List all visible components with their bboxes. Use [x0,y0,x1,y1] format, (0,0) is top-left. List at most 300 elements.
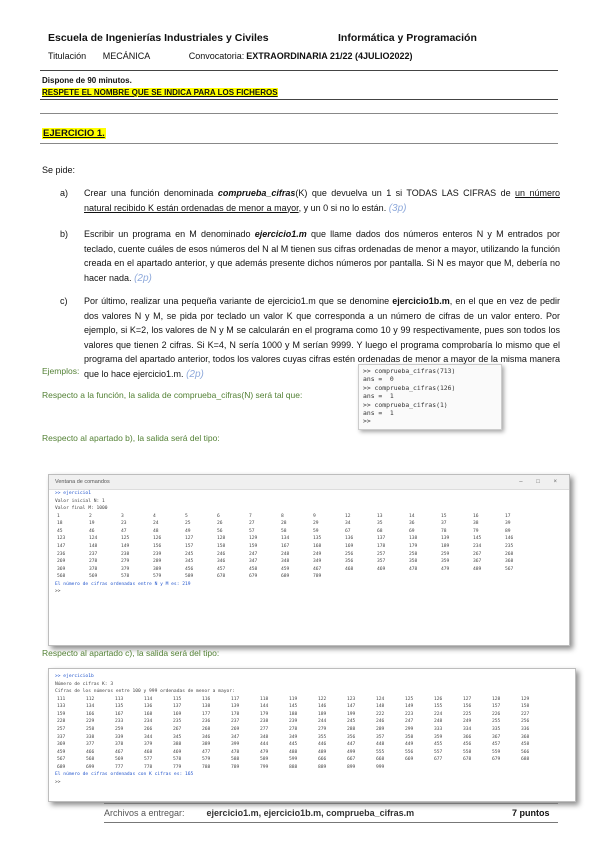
result-cell: 166 [86,711,95,717]
result-cell: 378 [115,742,124,748]
result-cell: 888 [289,764,298,770]
result-cell: 127 [185,536,194,542]
result-cell: 447 [347,742,356,748]
command-window-c [48,668,576,802]
result-cell: 499 [347,749,356,755]
result-cell [492,764,521,772]
result-cell: 37 [441,521,447,527]
info-divider [40,99,558,100]
result-cell: 179 [409,543,418,549]
result-cell: 69 [409,528,415,534]
result-cell: 466 [86,749,95,755]
result-cell: 689 [57,764,66,770]
result-cell: 799 [260,764,269,770]
result-cell: 269 [57,559,66,565]
result-cell: 459 [281,566,290,572]
console-line: >> comprueba_cifras(1) [363,400,448,409]
result-cell: 124 [89,536,98,542]
result-cell: 279 [318,726,327,732]
result-cell: 235 [173,719,182,725]
info-divider-2 [40,113,558,114]
result-cell: 346 [202,734,211,740]
console-summary-c: El número de cifras ordenadas con K cifras es: 165 [55,772,194,778]
item-c-label: c) [60,296,68,306]
result-cell: 123 [57,536,66,542]
result-cell: 578 [173,757,182,763]
function-example-text: Respecto a la función, la salida de comprueba_cifras(N) será tal que: [42,390,303,400]
result-cell: 28 [281,521,287,527]
item-c-text: Por último, realizar una pequeña variante de ejercicio1.m que se denomine ejercicio1b.m, en el que en vez de pedir dos valores N y M, se pida por teclado un valor K que corresponda a un número de cifras de un valor entero. Por ejemplo, si K=2, los valores de N y M se calcularán en el programa como 10 y 99 respectivamente, pues son todos los valores que tienen 2 cifras. Si K=4, N sería 1000 y M serían 9999. Y luego el programa comprobaría lo mismo que el programa del apartado anterior, todos los valores cuyas cifras estén ordenadas de menor a mayor de la misma manera que lo hace ejercicio1.m. (2p) [84,296,560,380]
result-cell: 158 [217,543,226,549]
result-cell: 577 [144,757,153,763]
result-cell: 12 [345,513,351,519]
result-cell: 238 [121,551,130,557]
console-prompt-m: Valor final M: 1000 [55,506,108,512]
result-cell: 266 [144,726,153,732]
result-cell: 389 [202,742,211,748]
result-cell: 229 [86,719,95,725]
result-cell: 19 [89,521,95,527]
console-info-c: Cifras de los números entre 100 y 999 ordenadas de menor a mayor: [55,689,235,695]
result-cell: 139 [441,536,450,542]
result-cell: 234 [473,543,482,549]
result-cell: 59 [313,528,319,534]
item-b-label: b) [60,229,69,239]
result-cell: 136 [144,704,153,710]
result-cell: 668 [376,757,385,763]
result-cell: 138 [202,704,211,710]
result-cell: 337 [57,734,66,740]
result-cell: 246 [217,551,226,557]
result-cell: 245 [185,551,194,557]
result-cell: 889 [318,764,327,770]
result-cell: 779 [173,764,182,770]
result-cell: 239 [153,551,162,557]
deliverables-files: ejercicio1.m, ejercicio1b.m, comprueba_cifras.m [206,808,415,818]
result-cell: 789 [231,764,240,770]
result-cell: 234 [144,719,153,725]
result-cell: 224 [434,711,443,717]
result-cell: 259 [115,726,124,732]
result-cell: 389 [153,566,162,572]
result-cell: 15 [441,513,447,519]
result-cell: 249 [313,551,322,557]
result-cell: 39 [505,521,511,527]
result-cell: 128 [492,696,501,702]
result-cell: 48 [153,528,159,534]
footer-divider-2 [104,822,558,823]
results-grid-b [49,513,569,581]
result-cell: 168 [313,543,322,549]
result-cell: 388 [173,742,182,748]
result-cell: 356 [347,734,356,740]
result-cell: 128 [217,536,226,542]
result-cell: 179 [260,711,269,717]
result-cell: 258 [409,551,418,557]
result-cell: 227 [521,711,530,717]
result-cell: 456 [185,566,194,572]
result-cell: 149 [121,543,130,549]
result-cell [463,764,492,772]
result-cell: 378 [89,566,98,572]
result-cell: 47 [121,528,127,534]
result-cell: 249 [463,719,472,725]
result-cell [405,764,434,772]
result-cell: 356 [345,559,354,565]
result-cell: 589 [260,757,269,763]
result-cell: 247 [249,551,258,557]
result-cell: 559 [492,749,501,755]
result-cell: 349 [313,559,322,565]
result-cell: 226 [492,711,501,717]
subject-name: Informática y Programación [338,32,477,44]
result-cell: 369 [57,742,66,748]
result-cell: 469 [173,749,182,755]
convocatoria-label: Convocatoria: [188,51,245,61]
console-line: >> comprueba_cifras(713) [363,367,456,375]
window-controls[interactable]: – □ × [519,479,563,485]
result-cell: 148 [89,543,98,549]
result-cell: 348 [281,559,290,565]
result-cell: 568 [86,757,95,763]
item-a-label: a) [60,188,69,198]
examples-title: Ejemplos: [42,366,80,376]
convocatoria-value: EXTRAORDINARIA 21/22 (4JULIO2022) [246,51,413,61]
result-cell: 678 [463,757,472,763]
result-cell: 9 [313,513,316,519]
result-cell: 18 [57,521,63,527]
titulacion-value: MECÁNICA [102,51,151,61]
result-cell: 238 [260,719,269,725]
result-cell: 35 [377,521,383,527]
result-cell [434,764,463,772]
result-cell: 699 [86,764,95,770]
result-cell: 58 [281,528,287,534]
window-title: Ventana de comandos [55,479,110,485]
result-cell: 588 [231,757,240,763]
console-command-c: >> ejercicio1b [55,674,94,679]
variant-name: ejercicio1b.m [392,296,450,306]
result-cell: 347 [249,559,258,565]
result-cell: 278 [289,726,298,732]
result-cell: 146 [505,536,514,542]
result-cell: 79 [473,528,479,534]
result-cell: 133 [57,704,66,710]
result-cell: 189 [441,543,450,549]
result-cell: 468 [144,749,153,755]
result-cell: 459 [57,749,66,755]
result-cell: 448 [376,742,385,748]
filename-warning: RESPETE EL NOMBRE QUE SE INDICA PARA LOS FICHEROS [42,88,278,97]
result-cell: 167 [281,543,290,549]
result-cell: 567 [505,566,514,572]
result-cell: 223 [405,711,414,717]
result-cell: 359 [434,734,443,740]
result-cell: 147 [347,704,356,710]
result-cell: 178 [377,543,386,549]
result-cell: 237 [89,551,98,557]
result-cell: 689 [281,574,290,580]
item-a [60,186,560,216]
result-cell: 348 [260,734,269,740]
result-cell: 667 [347,757,356,763]
result-cell: 569 [115,757,124,763]
points-b: (2p) [134,272,152,284]
b-example-text: Respecto al apartado b), la salida será del tipo: [42,433,220,443]
result-cell: 455 [434,742,443,748]
result-cell: 134 [86,704,95,710]
warning-info [42,88,278,97]
result-cell: 288 [347,726,356,732]
result-cell: 489 [473,566,482,572]
result-cell: 679 [249,574,258,580]
result-cell: 569 [89,574,98,580]
result-cell: 125 [405,696,414,702]
result-cell: 446 [318,742,327,748]
result-cell: 138 [409,536,418,542]
result-cell: 279 [121,559,130,565]
time-info: Dispone de 90 minutos. [42,76,132,85]
result-cell: 677 [434,757,443,763]
underlined-requirement: un número natural recibido K están ordenadas de menor a mayor [84,188,560,213]
result-cell: 169 [173,711,182,717]
result-cell: 167 [115,711,124,717]
result-cell: 244 [318,719,327,725]
result-cell: 558 [463,749,472,755]
result-cell: 578 [121,574,130,580]
result-cell: 137 [377,536,386,542]
console-line: ans = 1 [363,392,394,401]
result-cell: 256 [345,551,354,557]
result-cell: 255 [492,719,501,725]
result-cell: 347 [231,734,240,740]
result-cell: 117 [231,696,240,702]
result-cell: 233 [115,719,124,725]
result-cell: 357 [376,734,385,740]
result-cell: 456 [463,742,472,748]
result-cell: 235 [505,543,514,549]
result-cell: 177 [202,711,211,717]
item-b-text: Escribir un programa en M denominado ejercicio1.m que llame dados dos números enteros N y M entrados por teclado, cuente cuáles de esos números del N al M tienen sus cifras ordenadas de menor a mayor, utilizando la función creada en el apartado anterior, y que además presente dichos números por pantalla. Si N es mayor que M, debería no hacer nada. (2p) [84,229,560,284]
result-cell: 34 [345,521,351,527]
result-cell: 267 [173,726,182,732]
result-cell: 56 [217,528,223,534]
result-cell: 338 [86,734,95,740]
result-cell: 359 [441,559,450,565]
result-cell: 568 [57,574,66,580]
command-window-b [48,474,570,646]
console-prompt-end-c: >> [55,779,61,785]
exercise-divider [40,143,558,144]
console-line: >> comprueba_cifras(126) [363,383,456,392]
result-cell: 157 [185,543,194,549]
result-cell: 228 [57,719,66,725]
school-name: Escuela de Ingenierías Industriales y Civiles [48,32,269,44]
result-cell: 49 [185,528,191,534]
result-cell: 589 [185,574,194,580]
header-details [48,51,568,61]
result-cell: 4 [153,513,156,519]
result-cell: 124 [376,696,385,702]
result-cell: 458 [521,742,530,748]
result-cell: 134 [281,536,290,542]
result-cell: 13 [377,513,383,519]
result-cell: 467 [313,566,322,572]
result-cell: 188 [289,711,298,717]
result-cell: 38 [473,521,479,527]
result-cell: 355 [318,734,327,740]
result-cell: 112 [86,696,95,702]
result-cell: 236 [202,719,211,725]
result-cell: 122 [318,696,327,702]
result-cell [521,764,550,772]
result-cell: 567 [57,757,66,763]
result-cell: 156 [463,704,472,710]
result-cell: 277 [260,726,269,732]
console-prompt-n: Valor inicial N: 1 [55,498,105,504]
result-cell: 148 [376,704,385,710]
result-cell: 469 [377,566,386,572]
header-divider [40,70,558,71]
result-cell: 146 [318,704,327,710]
item-a-text: Crear una función denominada comprueba_cifras(K) que devuelva un 1 si TODAS LAS CIFRAS de un número natural recibido K están ordenadas de menor a mayor, y un 0 si no lo están. (3p) [84,188,560,214]
result-cell: 467 [115,749,124,755]
result-cell: 127 [463,696,472,702]
result-cell: 257 [377,551,386,557]
result-cell [505,573,537,581]
result-cell: 349 [289,734,298,740]
result-cell: 278 [89,559,98,565]
result-cell: 8 [281,513,284,519]
result-cell: 149 [405,704,414,710]
result-cell: 479 [441,566,450,572]
result-cell: 579 [153,574,162,580]
exercise-title: EJERCICIO 1. [43,128,105,139]
results-grid-c [49,696,575,771]
console-prompt-k: Número de cifras K: 3 [55,681,114,687]
result-cell: 345 [173,734,182,740]
result-cell: 478 [409,566,418,572]
result-cell: 379 [144,742,153,748]
console-command: >> ejercicio1 [55,491,91,496]
result-cell: 111 [57,696,66,702]
result-cell: 367 [492,734,501,740]
result-cell: 247 [405,719,414,725]
result-cell: 444 [260,742,269,748]
result-cell: 457 [492,742,501,748]
result-cell: 344 [144,734,153,740]
result-cell: 27 [249,521,255,527]
result-cell: 335 [492,726,501,732]
result-cell [441,573,473,581]
total-points: 7 puntos [512,808,550,818]
result-cell: 89 [505,528,511,534]
result-cell: 6 [217,513,220,519]
result-cell: 155 [434,704,443,710]
result-cell: 16 [473,513,479,519]
result-cell: 556 [405,749,414,755]
result-cell: 289 [376,726,385,732]
console-line: ans = 1 [363,409,394,418]
result-cell: 678 [217,574,226,580]
result-cell: 125 [121,536,130,542]
result-cell: 666 [318,757,327,763]
result-cell: 478 [231,749,240,755]
result-cell: 269 [231,726,240,732]
result-cell: 333 [434,726,443,732]
result-cell: 579 [202,757,211,763]
result-cell: 3 [121,513,124,519]
result-cell: 489 [318,749,327,755]
result-cell: 259 [441,551,450,557]
result-cell: 119 [289,696,298,702]
result-cell: 679 [492,757,501,763]
result-cell: 118 [260,696,269,702]
result-cell: 23 [121,521,127,527]
result-cell: 777 [115,764,124,770]
result-cell: 246 [376,719,385,725]
result-cell: 137 [173,704,182,710]
result-cell: 46 [89,528,95,534]
result-cell: 788 [202,764,211,770]
result-cell: 147 [57,543,66,549]
points-a: (3p) [388,202,407,214]
titulacion-label: Titulación [48,51,87,61]
function-console [358,364,502,430]
result-cell: 45 [57,528,63,534]
result-cell: 366 [463,734,472,740]
result-cell: 24 [153,521,159,527]
result-cell: 268 [505,551,514,557]
result-cell: 336 [521,726,530,732]
result-cell: 159 [57,711,66,717]
result-cell [377,573,409,581]
result-cell: 67 [345,528,351,534]
result-cell: 368 [521,734,530,740]
result-cell: 129 [249,536,258,542]
footer-divider [104,803,558,804]
console-prompt-end-b: >> [55,589,61,595]
result-cell: 129 [521,696,530,702]
result-cell: 139 [231,704,240,710]
result-cell: 289 [153,559,162,565]
deliverables-label: Archivos a entregar: [104,808,185,818]
result-cell: 2 [89,513,92,519]
result-cell: 999 [376,764,385,770]
result-cell: 256 [521,719,530,725]
result-cell: 114 [144,696,153,702]
result-cell: 113 [115,696,124,702]
result-cell: 145 [289,704,298,710]
result-cell: 1 [57,513,60,519]
result-cell: 334 [463,726,472,732]
c-example-text: Respecto al apartado c), la salida será del tipo: [42,648,220,658]
result-cell [473,573,505,581]
result-cell: 239 [289,719,298,725]
result-cell: 268 [202,726,211,732]
result-cell: 488 [289,749,298,755]
result-cell: 899 [347,764,356,770]
deliverables [104,808,560,818]
result-cell: 116 [202,696,211,702]
result-cell: 449 [405,742,414,748]
result-cell: 789 [313,574,322,580]
result-cell: 339 [115,734,124,740]
result-cell: 156 [153,543,162,549]
result-cell: 78 [441,528,447,534]
result-cell: 248 [434,719,443,725]
result-cell [345,573,377,581]
